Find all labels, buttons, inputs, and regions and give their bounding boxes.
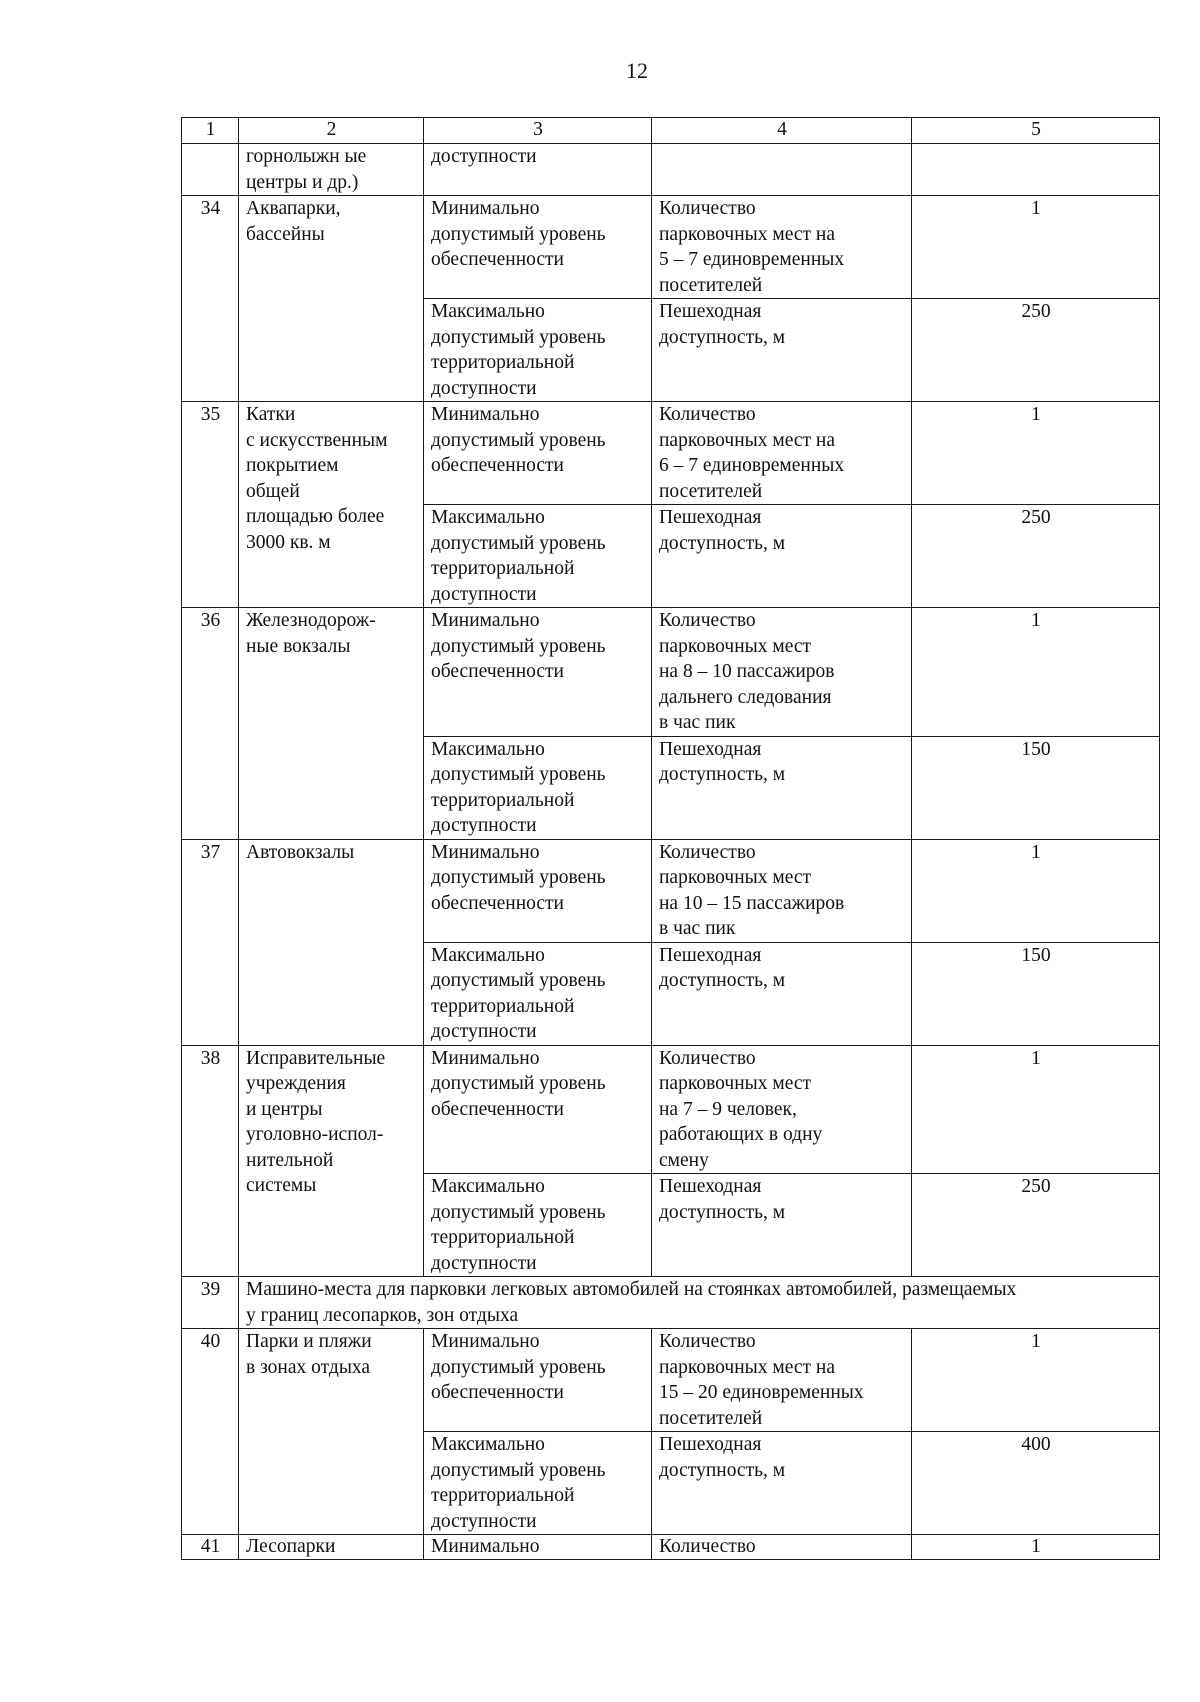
- indicator-cell: [424, 505, 652, 608]
- object-line: в зонах отдыха: [246, 1356, 371, 1378]
- unit-cell: [652, 1045, 912, 1174]
- indicator-line: допустимый уровень: [431, 1073, 606, 1094]
- indicator-cell: [424, 1045, 652, 1174]
- indicator-cell: [424, 299, 652, 402]
- indicator-cell: Минимально: [424, 1535, 652, 1560]
- unit-line: 5 – 7 единовременных: [659, 249, 845, 270]
- object-cell: Лесопарки: [239, 1535, 424, 1560]
- unit-cell: [652, 942, 912, 1045]
- unit-line: Пешеходная: [659, 944, 762, 966]
- unit-line: посетителей: [659, 480, 763, 502]
- object-line: Парки и пляжи: [246, 1331, 372, 1352]
- table-row-36-min: [182, 608, 1160, 737]
- continuation-indicator-cell: [424, 144, 652, 196]
- indicator-line: доступности: [431, 815, 537, 836]
- unit-line: 15 – 20 единовременных: [659, 1382, 864, 1403]
- object-line: ные вокзалы: [246, 635, 351, 657]
- indicator-cell: [424, 196, 652, 299]
- unit-line: Количество: [659, 1331, 756, 1352]
- indicator-line: территориальной: [431, 1227, 575, 1248]
- indicator-line: допустимый уровень: [431, 1459, 606, 1481]
- row-number: 41: [182, 1535, 239, 1560]
- object-line: Аквапарки,: [246, 198, 341, 219]
- indicator-line: допустимый уровень: [431, 867, 606, 888]
- header-cell-2: 2: [239, 118, 424, 144]
- indicator-line: допустимый уровень: [431, 532, 606, 554]
- object-line: бассейны: [246, 223, 325, 245]
- continuation-line: горнолыжн ые: [246, 146, 367, 167]
- unit-line: парковочных мест: [659, 867, 812, 888]
- section-heading-line: Машино-места для парковки легковых автомобилей на стоянках автомобилей, размещаемых: [246, 1279, 1017, 1300]
- continuation-line: доступности: [431, 146, 537, 167]
- object-cell: [239, 839, 424, 1045]
- indicator-cell: [424, 942, 652, 1045]
- unit-line: парковочных мест: [659, 635, 812, 657]
- value-cell: 150: [912, 736, 1160, 839]
- indicator-line: Минимально: [431, 1331, 540, 1352]
- unit-line: работающих в одну: [659, 1124, 823, 1145]
- continuation-value-cell: [912, 144, 1160, 196]
- indicator-cell: [424, 1432, 652, 1535]
- indicator-line: допустимый уровень: [431, 326, 606, 348]
- unit-cell: Количество: [652, 1535, 912, 1560]
- indicator-line: допустимый уровень: [431, 1201, 606, 1223]
- indicator-line: обеспеченности: [431, 661, 564, 682]
- norms-table-body: [182, 118, 1160, 1560]
- indicator-line: допустимый уровень: [431, 764, 606, 785]
- unit-line: дальнего следования: [659, 686, 832, 708]
- unit-line: 6 – 7 единовременных: [659, 455, 845, 476]
- object-cell: [239, 1329, 424, 1535]
- indicator-line: Максимально: [431, 1176, 545, 1197]
- unit-cell: [652, 299, 912, 402]
- indicator-line: Максимально: [431, 1434, 545, 1455]
- indicator-line: доступности: [431, 583, 537, 605]
- indicator-line: допустимый уровень: [431, 223, 606, 245]
- value-cell: 250: [912, 505, 1160, 608]
- table-row-37-min: [182, 839, 1160, 942]
- indicator-line: обеспеченности: [431, 892, 564, 914]
- indicator-line: обеспеченности: [431, 1098, 564, 1120]
- value-cell: 400: [912, 1432, 1160, 1535]
- indicator-line: допустимый уровень: [431, 970, 606, 991]
- unit-line: смену: [659, 1149, 709, 1171]
- indicator-line: доступности: [431, 377, 537, 399]
- row-number: 36: [182, 608, 239, 840]
- object-line: Железнодорож-: [246, 610, 376, 631]
- unit-line: посетителей: [659, 1407, 763, 1429]
- table-row-41: [182, 1535, 1160, 1560]
- unit-line: Количество: [659, 1047, 756, 1069]
- unit-line: парковочных мест на: [659, 429, 835, 451]
- value-cell: 250: [912, 1174, 1160, 1277]
- row-number: 35: [182, 402, 239, 608]
- object-line: Исправительные: [246, 1047, 386, 1069]
- row-number: 34: [182, 196, 239, 402]
- object-cell: [239, 196, 424, 402]
- object-line: нительной: [246, 1149, 334, 1171]
- row-number: 40: [182, 1329, 239, 1535]
- indicator-line: территориальной: [431, 789, 575, 811]
- indicator-line: территориальной: [431, 352, 575, 373]
- unit-line: Пешеходная: [659, 1176, 762, 1197]
- table-row-34-min: [182, 196, 1160, 299]
- header-cell-3: 3: [424, 118, 652, 144]
- unit-line: Пешеходная: [659, 1434, 762, 1455]
- value-cell: 250: [912, 299, 1160, 402]
- unit-line: на 10 – 15 пассажиров: [659, 892, 845, 914]
- row-number: 37: [182, 839, 239, 1045]
- row-number: 38: [182, 1045, 239, 1277]
- indicator-cell: [424, 1174, 652, 1277]
- object-cell: [239, 608, 424, 840]
- object-line: Катки: [246, 404, 296, 425]
- indicator-line: обеспеченности: [431, 455, 564, 476]
- value-cell: 1: [912, 1329, 1160, 1432]
- indicator-cell: [424, 736, 652, 839]
- section-heading-line: у границ лесопарков, зон отдыха: [246, 1304, 519, 1326]
- object-line: и центры: [246, 1098, 323, 1120]
- unit-cell: [652, 1329, 912, 1432]
- object-line: площадью более: [246, 506, 385, 527]
- indicator-cell: [424, 608, 652, 737]
- indicator-line: Минимально: [431, 404, 540, 425]
- unit-line: доступность, м: [659, 326, 786, 348]
- object-line: учреждения: [246, 1073, 346, 1094]
- unit-line: на 8 – 10 пассажиров: [659, 661, 835, 682]
- unit-line: Количество: [659, 404, 756, 425]
- indicator-line: допустимый уровень: [431, 429, 606, 451]
- table-row-40-min: [182, 1329, 1160, 1432]
- unit-line: Количество: [659, 198, 756, 219]
- object-line: системы: [246, 1175, 317, 1196]
- indicator-cell: [424, 1329, 652, 1432]
- unit-line: доступность, м: [659, 970, 786, 991]
- value-cell: 1: [912, 196, 1160, 299]
- value-cell: 1: [912, 608, 1160, 737]
- unit-line: на 7 – 9 человек,: [659, 1098, 797, 1120]
- table-row-35-min: [182, 402, 1160, 505]
- indicator-line: доступности: [431, 1510, 537, 1532]
- indicator-line: территориальной: [431, 558, 575, 579]
- indicator-line: Минимально: [431, 610, 540, 631]
- indicator-line: территориальной: [431, 1485, 575, 1506]
- unit-line: доступность, м: [659, 1201, 786, 1223]
- unit-line: парковочных мест: [659, 1073, 812, 1094]
- continuation-num-cell: [182, 144, 239, 196]
- continuation-row: [182, 144, 1160, 196]
- value-cell: 1: [912, 402, 1160, 505]
- unit-cell: [652, 1432, 912, 1535]
- indicator-line: Максимально: [431, 301, 545, 322]
- unit-line: доступность, м: [659, 764, 786, 785]
- header-cell-5: 5: [912, 118, 1160, 144]
- unit-line: в час пик: [659, 918, 736, 939]
- continuation-line: центры и др.): [246, 171, 359, 193]
- unit-line: доступность, м: [659, 532, 786, 554]
- value-cell: 1: [912, 1535, 1160, 1560]
- unit-cell: [652, 1174, 912, 1277]
- indicator-line: Минимально: [431, 198, 540, 219]
- table-row-38-min: [182, 1045, 1160, 1174]
- unit-cell: [652, 196, 912, 299]
- continuation-unit-cell: [652, 144, 912, 196]
- page-number: 12: [626, 58, 648, 83]
- value-cell: 1: [912, 839, 1160, 942]
- unit-line: парковочных мест на: [659, 223, 835, 245]
- indicator-cell: [424, 839, 652, 942]
- indicator-line: допустимый уровень: [431, 635, 606, 657]
- object-line: уголовно-испол-: [246, 1124, 384, 1145]
- indicator-line: Минимально: [431, 1047, 540, 1069]
- unit-cell: [652, 608, 912, 737]
- unit-line: Количество: [659, 610, 756, 631]
- unit-cell: [652, 505, 912, 608]
- indicator-line: территориальной: [431, 995, 575, 1017]
- value-cell: 1: [912, 1045, 1160, 1174]
- unit-line: Пешеходная: [659, 738, 762, 760]
- norms-table: [181, 117, 1160, 1560]
- continuation-object-cell: [239, 144, 424, 196]
- unit-cell: [652, 839, 912, 942]
- header-cell-4: 4: [652, 118, 912, 144]
- unit-line: Пешеходная: [659, 507, 762, 528]
- unit-cell: [652, 402, 912, 505]
- unit-line: посетителей: [659, 274, 763, 296]
- header-row: [182, 118, 1160, 144]
- table-row-39: [182, 1277, 1160, 1329]
- unit-line: Количество: [659, 841, 756, 863]
- header-cell-1: 1: [182, 118, 239, 144]
- indicator-line: допустимый уровень: [431, 1356, 606, 1378]
- object-line: Автовокзалы: [246, 841, 355, 863]
- unit-line: парковочных мест на: [659, 1356, 835, 1378]
- value-cell: 150: [912, 942, 1160, 1045]
- object-cell: [239, 402, 424, 608]
- indicator-line: Максимально: [431, 944, 545, 966]
- indicator-cell: [424, 402, 652, 505]
- unit-line: в час пик: [659, 712, 736, 733]
- indicator-line: обеспеченности: [431, 1382, 564, 1403]
- object-line: 3000 кв. м: [246, 531, 331, 553]
- row-number: 39: [182, 1277, 239, 1329]
- object-line: общей: [246, 480, 300, 502]
- unit-line: доступность, м: [659, 1459, 786, 1481]
- object-cell: [239, 1045, 424, 1277]
- indicator-line: обеспеченности: [431, 249, 564, 270]
- unit-line: Пешеходная: [659, 301, 762, 322]
- indicator-line: Минимально: [431, 841, 540, 863]
- object-line: с искусственным: [246, 429, 388, 451]
- unit-cell: [652, 736, 912, 839]
- indicator-line: Максимально: [431, 507, 545, 528]
- object-line: покрытием: [246, 455, 339, 476]
- indicator-line: доступности: [431, 1252, 537, 1274]
- section-heading-cell: [239, 1277, 1160, 1329]
- indicator-line: Максимально: [431, 738, 545, 760]
- indicator-line: доступности: [431, 1021, 537, 1042]
